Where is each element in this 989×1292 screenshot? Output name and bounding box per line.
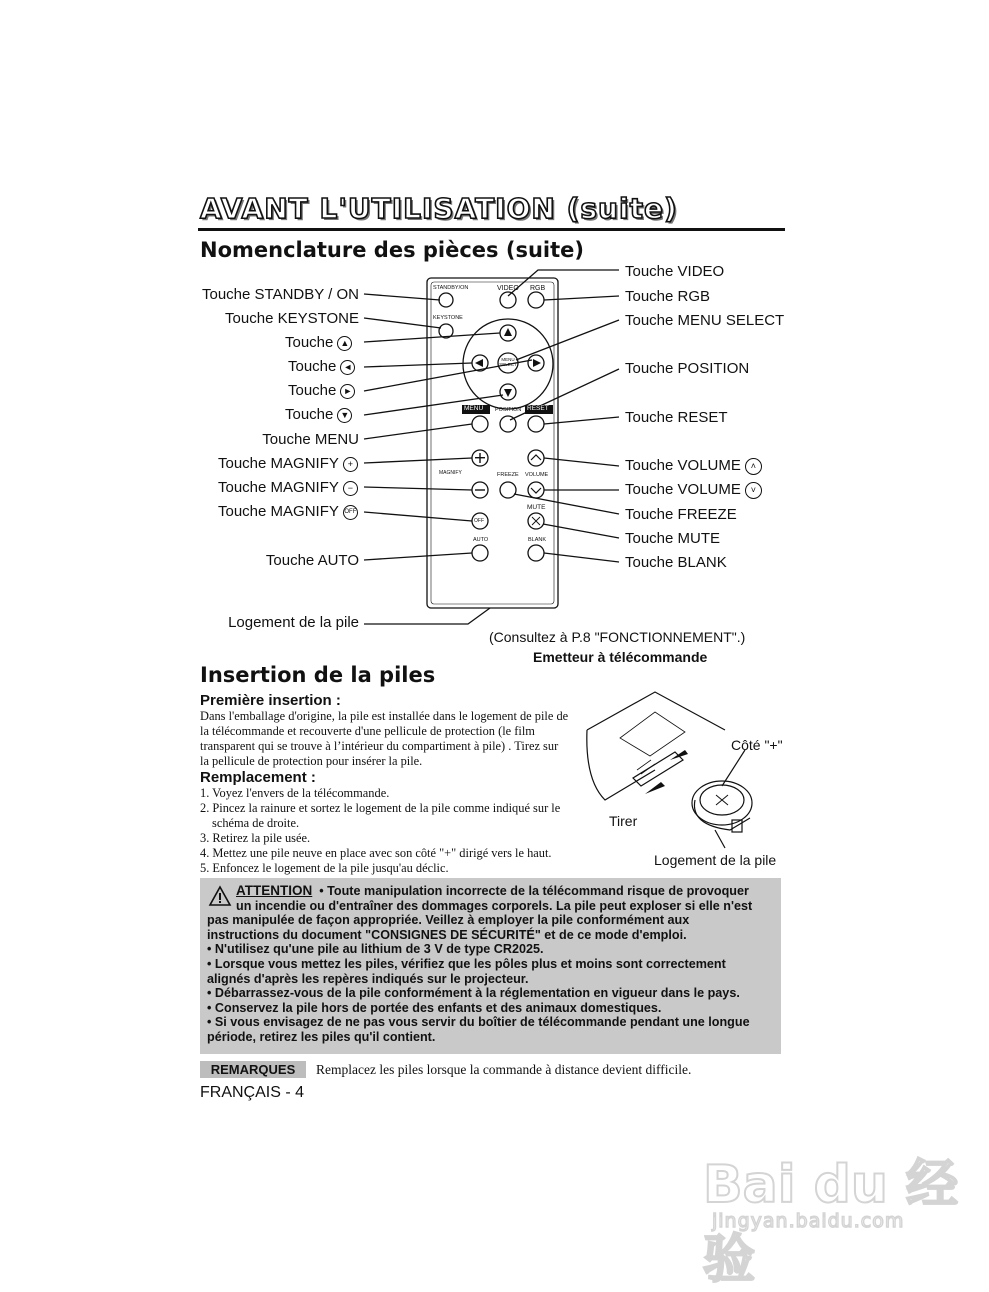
caption-menu: MENU [464,405,484,412]
label-keystone: Touche KEYSTONE [225,310,359,327]
up-arrow-icon: ▲ [337,336,352,351]
label-video: Touche VIDEO [625,263,725,280]
label-menu: Touche MENU [262,431,359,448]
caption-volume: VOLUME [525,472,549,478]
volume-down-button [528,482,544,498]
label-position: Touche POSITION [625,360,750,377]
down-arrow-icon: ▼ [337,408,352,423]
warning-line: • Si vous envisagez de ne pas vous servir du boîtier de télécommande pendant une longue [207,1015,750,1030]
first-line: transparent qui se trouve à l’intérieur du compartiment à pile) . Tirez sur [200,739,559,753]
warning-line: • Toute manipulation incorrecte de la télécommand risque de provoquer [319,884,749,898]
label-volume-up-text: Touche VOLUME [625,457,741,474]
fig-battery-slot: Logement de la pile [654,852,777,868]
warning-line: • Lorsque vous mettez les piles, vérifiez que les pôles plus et moins sont correctement [207,956,726,971]
warning-line: instructions du document "CONSIGNES DE SÉCURITÉ" et de ce mode d'emploi. [207,927,687,942]
label-mute: Touche MUTE [625,530,721,547]
warning-line: période, retirez les piles qu'il contient. [207,1029,436,1044]
warning-first-line [207,884,777,899]
label-standby: Touche STANDBY / ON [201,286,359,303]
watermark-logo: Bai du 经验 [703,1155,958,1290]
standby-button [439,293,453,307]
caption-menu-select: MENU SELECT [499,357,517,367]
fig-plus-side: Côté "+" [731,737,783,753]
chevron-down-icon: ˅ [745,482,762,499]
caption-mute: MUTE [527,504,546,511]
replacement-step: 1. Voyez l'envers de la télécommande. [200,786,390,800]
warning-line: un incendie ou d'entraîner des dommages corporels. La pile peut exploser si elle n'est [236,898,753,913]
label-freeze: Touche FREEZE [625,506,737,523]
watermark-url: jingyan.baidu.com [712,1210,905,1232]
page-title: AVANT L'UTILISATION (suite) [200,192,678,225]
section-heading-insertion: Insertion de la piles [200,663,436,687]
fig-pull: Tirer [609,813,638,829]
caption-rgb: RGB [530,285,546,292]
caption-keystone: KEYSTONE [433,315,463,321]
remote-body-inner [431,282,554,604]
off-icon: OFF [343,505,358,520]
warning-line: • N'utilisez qu'une pile au lithium de 3 V de type CR2025. [207,942,544,957]
first-line: Dans l'emballage d'origine, la pile est installée dans le logement de pile de [200,709,569,723]
warning-text [207,884,777,1045]
label-down-text: Touche [285,406,334,423]
rgb-button [528,292,544,308]
label-reset: Touche RESET [625,409,728,426]
remarks-tag: REMARQUES [200,1061,306,1078]
replacement-step: schéma de droite. [212,816,300,830]
label-right-text: Touche [288,382,337,399]
caption-standby: STANDBY/ON [433,285,469,291]
menu-button [472,416,488,432]
replacement-step: 4. Mettez une pile neuve en place avec son côté "+" dirigé vers le haut. [200,846,552,860]
blank-button [528,545,544,561]
warning-line: alignés d'après les repères indiqués sur le projecteur. [207,971,529,986]
section-heading-nomenclature: Nomenclature des pièces (suite) [200,238,584,262]
freeze-button [500,482,516,498]
replacement-heading: Remplacement : [200,769,316,786]
remote-back-outline [587,692,725,730]
label-magnify-off-text: Touche MAGNIFY [218,503,339,520]
caption-blank: BLANK [528,537,547,543]
remarks-text: Remplacez les piles lorsque la commande à distance devient difficile. [316,1062,692,1077]
first-insertion-text [200,709,600,769]
caption-position: POSITION [495,407,522,413]
right-arrow-icon: ► [340,384,355,399]
video-button [500,292,516,308]
emitter-label: Emetteur à télécommande [533,649,708,665]
warning-heading: ATTENTION [236,883,313,898]
left-arrow-icon: ◄ [340,360,355,375]
replacement-steps [200,786,600,876]
caption-auto: AUTO [473,537,489,543]
first-line: la télécommande et recouverte d'une pellicule de protection (le film [200,724,535,738]
label-left-text: Touche [288,358,337,375]
volume-up-button [528,450,544,466]
caption-magnify: MAGNIFY [439,470,462,476]
label-volume-down-text: Touche VOLUME [625,481,741,498]
reset-button [528,416,544,432]
warning-line: • Conservez la pile hors de portée des enfants et des animaux domestiques. [207,1000,662,1015]
remote-body [427,278,558,608]
label-battery-slot: Logement de la pile [228,614,359,631]
label-magnify-minus-text: Touche MAGNIFY [218,479,339,496]
caption-video: VIDEO [497,285,519,292]
plus-icon: + [343,457,358,472]
chevron-up-icon: ˄ [745,458,762,475]
minus-icon: − [343,481,358,496]
auto-button [472,545,488,561]
label-rgb: Touche RGB [625,288,711,305]
replacement-step: 3. Retirez la pile usée. [200,831,311,845]
first-insertion-heading: Première insertion : [200,692,341,709]
caption-reset: RESET [527,405,549,412]
page-number: FRANÇAIS - 4 [200,1084,305,1101]
first-line: la pellicule de protection pour insérer la pile. [200,754,423,768]
caption-freeze: FREEZE [497,472,519,478]
slot-leader [715,830,725,848]
warning-line: • Débarrassez-vous de la pile conformément à la réglementation en vigueur dans le pays. [207,986,740,1001]
label-menu-select: Touche MENU SELECT [625,312,785,329]
consult-note: (Consultez à P.8 "FONCTIONNEMENT".) [489,629,746,645]
caption-off: OFF [474,518,484,524]
plus-leader [722,750,745,786]
label-up-text: Touche [285,334,334,351]
replacement-step: 5. Enfoncez le logement de la pile jusqu'au déclic. [200,861,449,875]
warning-line: pas manipulée de façon appropriée. Veillez à employer la pile conformément aux [207,913,690,928]
label-magnify-plus-text: Touche MAGNIFY [218,455,339,472]
label-blank: Touche BLANK [625,554,727,571]
label-auto: Touche AUTO [265,552,359,569]
replacement-step: 2. Pincez la rainure et sortez le logement de la pile comme indiqué sur le [200,801,561,815]
